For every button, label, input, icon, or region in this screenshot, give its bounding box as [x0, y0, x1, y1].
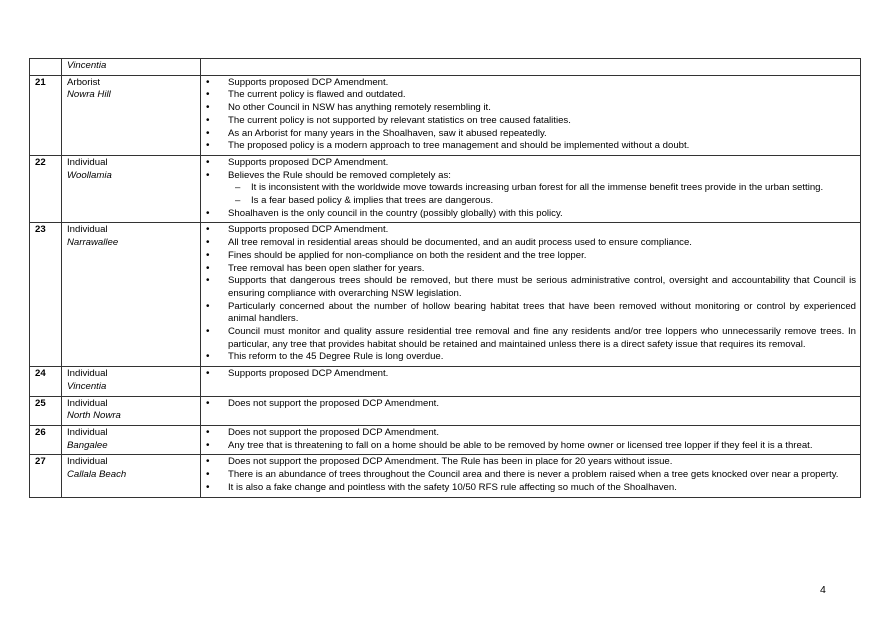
page-number: 4	[820, 584, 826, 596]
submitter-cell	[62, 75, 201, 155]
submitter-cell	[62, 155, 201, 223]
sub-comment-list	[228, 182, 856, 207]
submitter-location: Narrawallee	[67, 237, 119, 249]
submitter-cell	[62, 367, 201, 396]
comments-cell	[201, 75, 861, 155]
submission-number: 21	[30, 75, 62, 155]
comment-point: • As an Arborist for many years in the Shoalhaven, saw it abused repeatedly.	[206, 128, 856, 141]
submitter-cell	[62, 455, 201, 497]
comment-point: • Shoalhaven is the only council in the country (possibly globally) with this policy.	[206, 208, 856, 221]
submissions-table	[29, 58, 861, 498]
comment-list	[206, 224, 856, 364]
comment-point: • The current policy is not supported by relevant statistics on tree caused fatalities.	[206, 115, 856, 128]
comment-point: • Fines should be applied for non-compliance on both the resident and the tree lopper.	[206, 250, 856, 263]
submission-number: 26	[30, 425, 62, 454]
table-row	[30, 425, 861, 454]
comment-point: • This reform to the 45 Degree Rule is long overdue.	[206, 351, 856, 364]
submitter-type: Arborist	[67, 76, 101, 88]
comment-point: • Particularly concerned about the number of hollow bearing habitat trees that have been removed without monitoring or control by experienced animal handlers.	[206, 301, 856, 326]
submitter-type: Individual	[67, 368, 108, 380]
table-row	[30, 367, 861, 396]
submitter-location: Bangalee	[67, 439, 108, 451]
comment-point: • It is also a fake change and pointless with the safety 10/50 RFS rule affecting so much of the Shoalhaven.	[206, 482, 856, 495]
submitter-cell	[62, 396, 201, 425]
comment-point: • Supports proposed DCP Amendment.	[206, 157, 856, 170]
comments-cell	[201, 425, 861, 454]
comment-point: • All tree removal in residential areas should be documented, and an audit process used to ensure compliance.	[206, 237, 856, 250]
comment-point: • Does not support the proposed DCP Amendment. The Rule has been in place for 20 years without issue.	[206, 456, 856, 469]
comment-point: • Supports proposed DCP Amendment.	[206, 368, 856, 381]
submission-number: 24	[30, 367, 62, 396]
comment-list	[206, 77, 856, 153]
comments-cell	[201, 155, 861, 223]
table-row	[30, 75, 861, 155]
comment-point-text: Believes the Rule should be removed completely as:	[228, 169, 451, 181]
submission-number: 22	[30, 155, 62, 223]
submission-number: 23	[30, 223, 62, 367]
comment-list	[206, 157, 856, 221]
comments-cell	[201, 59, 861, 76]
table-row	[30, 396, 861, 425]
submitter-type: Individual	[67, 456, 108, 468]
comment-point: • There is an abundance of trees throughout the Council area and there is never a problem raised when a tree gets knocked over near a property.	[206, 469, 856, 482]
comment-point: • Council must monitor and quality assure residential tree removal and fine any residents and/or tree loppers who unnecessarily remove trees. In particular, any tree that provides habitat should be retained and maintained unless there is a direct safety issue that requires its removal.	[206, 326, 856, 351]
comment-point: • Tree removal has been open slather for years.	[206, 263, 856, 276]
table-row	[30, 155, 861, 223]
submitter-location: Woollamia	[67, 169, 112, 181]
submitter-cell	[62, 223, 201, 367]
comment-point: • The current policy is flawed and outdated.	[206, 89, 856, 102]
table-row	[30, 223, 861, 367]
comment-point: • Supports that dangerous trees should be removed, but there must be serious administrative control, oversight and accountability that Council is ensuring compliance with overarching NSW legislation.	[206, 275, 856, 300]
submitter-type: Individual	[67, 224, 108, 236]
submission-number	[30, 59, 62, 76]
submitter-location: Nowra Hill	[67, 89, 111, 101]
comment-point: • No other Council in NSW has anything remotely resembling it.	[206, 102, 856, 115]
comment-list	[206, 398, 856, 411]
submitter-type: Individual	[67, 156, 108, 168]
submitter-location: Vincentia	[67, 380, 107, 392]
sub-comment-point: – It is inconsistent with the worldwide move towards increasing urban forest for all the immense benefit trees provide in the urban setting.	[228, 182, 856, 195]
submitter-type: Individual	[67, 426, 108, 438]
submission-number: 27	[30, 455, 62, 497]
comment-list	[206, 427, 856, 452]
comment-point: • Supports proposed DCP Amendment.	[206, 224, 856, 237]
comments-cell	[201, 367, 861, 396]
comment-point: • Supports proposed DCP Amendment.	[206, 77, 856, 90]
comments-cell	[201, 223, 861, 367]
comment-point	[206, 170, 856, 208]
comment-list	[206, 368, 856, 381]
comment-point: • Does not support the proposed DCP Amendment.	[206, 427, 856, 440]
table-row	[30, 455, 861, 497]
submitter-cell	[62, 425, 201, 454]
comment-list	[206, 456, 856, 494]
comment-point: • Any tree that is threatening to fall on a home should be able to be removed by home owner or licensed tree lopper if they feel it is a threat.	[206, 440, 856, 453]
submitter-cell	[62, 59, 201, 76]
comment-point: • Does not support the proposed DCP Amendment.	[206, 398, 856, 411]
sub-comment-point: – Is a fear based policy & implies that trees are dangerous.	[228, 195, 856, 208]
table-row	[30, 59, 861, 76]
submitter-location: Vincentia	[67, 60, 107, 71]
submitter-type: Individual	[67, 397, 108, 409]
comment-point: • The proposed policy is a modern approach to tree management and should be implemented without a doubt.	[206, 140, 856, 153]
comments-cell	[201, 396, 861, 425]
submitter-location: Callala Beach	[67, 469, 127, 481]
submitter-location: North Nowra	[67, 410, 121, 422]
submission-number: 25	[30, 396, 62, 425]
comments-cell	[201, 455, 861, 497]
